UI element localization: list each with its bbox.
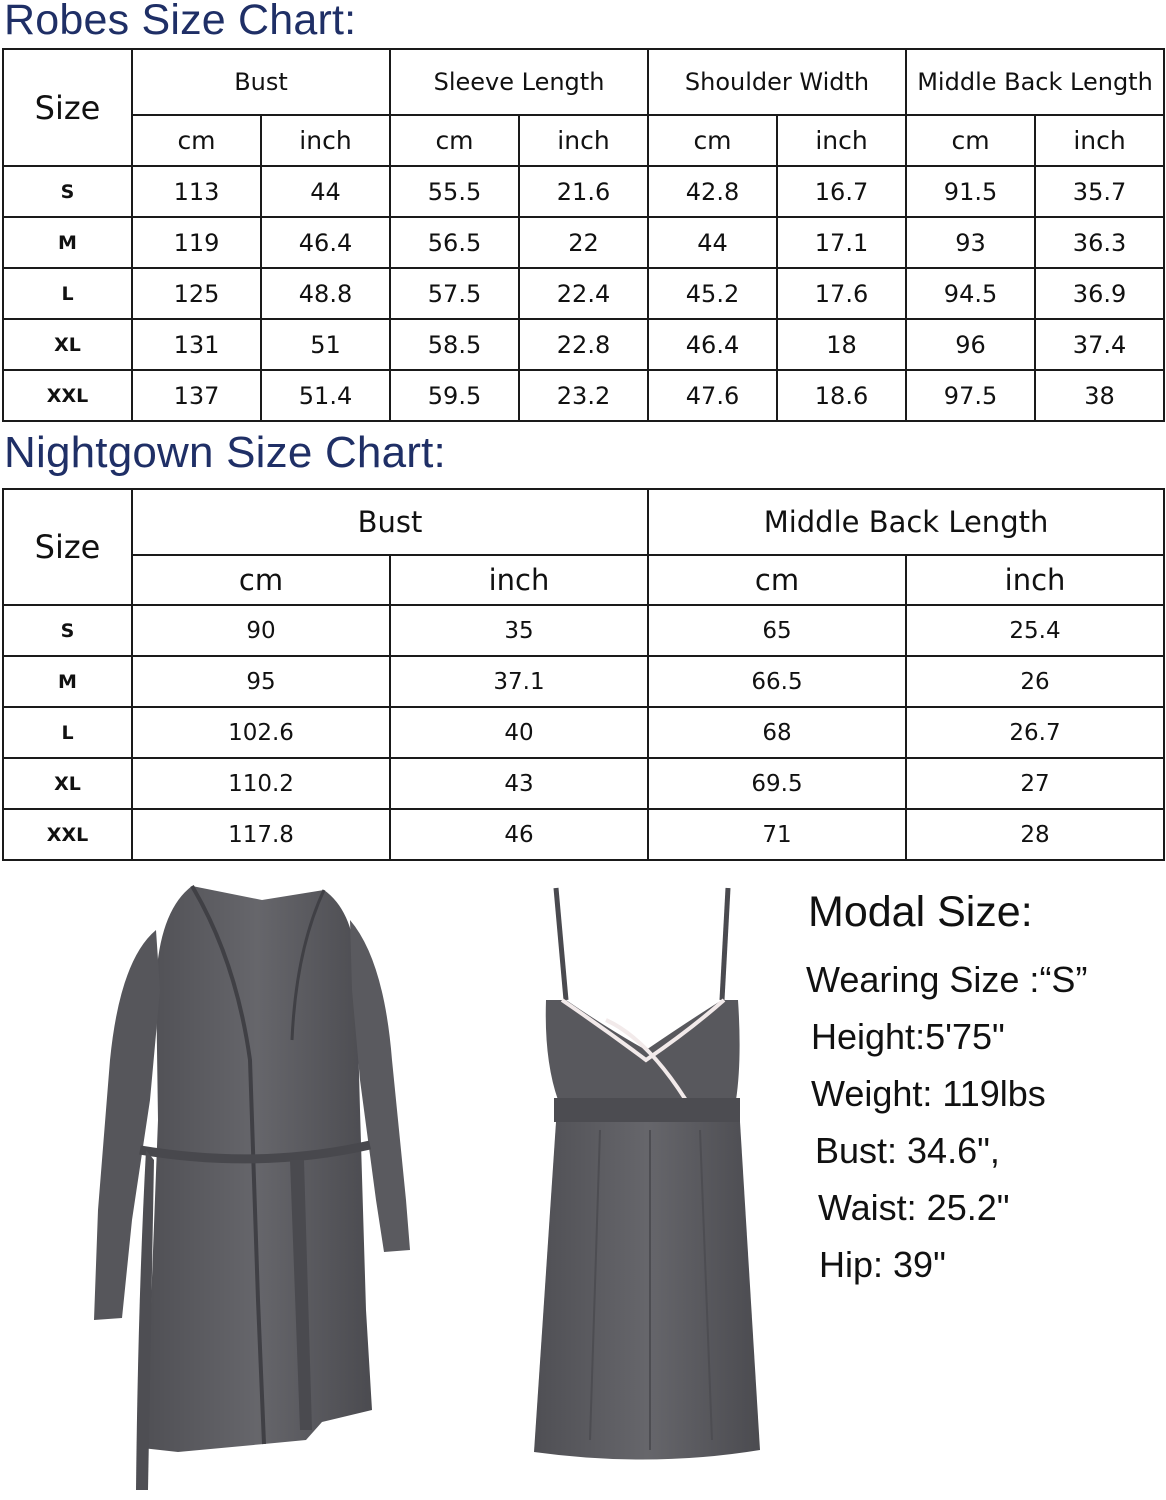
table-row — [3, 656, 1164, 707]
table-cell: 71 — [648, 809, 906, 860]
table-cell: 23.2 — [519, 370, 648, 421]
bust-header: Bust — [132, 49, 390, 115]
unit-header: inch — [390, 555, 648, 605]
table-cell: 93 — [906, 217, 1035, 268]
size-label: L — [3, 707, 132, 758]
table-cell: 69.5 — [648, 758, 906, 809]
model-bust: Bust: 34.6", — [815, 1130, 1000, 1171]
unit-header: inch — [777, 115, 906, 166]
table-cell: 16.7 — [777, 166, 906, 217]
size-label: M — [3, 656, 132, 707]
table-row — [3, 605, 1164, 656]
unit-header: cm — [390, 115, 519, 166]
table-cell: 37.1 — [390, 656, 648, 707]
model-waist: Waist: 25.2" — [818, 1187, 1010, 1228]
table-cell: 125 — [132, 268, 261, 319]
table-cell: 37.4 — [1035, 319, 1164, 370]
table-cell: 56.5 — [390, 217, 519, 268]
table-cell: 36.3 — [1035, 217, 1164, 268]
table-cell: 45.2 — [648, 268, 777, 319]
product-photos — [0, 870, 800, 1500]
table-cell: 46.4 — [261, 217, 390, 268]
nightgown-header-row — [3, 489, 1164, 555]
table-row — [3, 809, 1164, 860]
unit-header: inch — [906, 555, 1164, 605]
table-cell: 43 — [390, 758, 648, 809]
middle-back-length-header: Middle Back Length — [906, 49, 1164, 115]
table-cell: 91.5 — [906, 166, 1035, 217]
table-cell: 51 — [261, 319, 390, 370]
table-cell: 35.7 — [1035, 166, 1164, 217]
table-cell: 65 — [648, 605, 906, 656]
size-label: XL — [3, 319, 132, 370]
robes-header-row — [3, 49, 1164, 115]
robes-unit-row — [3, 115, 1164, 166]
model-weight: Weight: 119lbs — [811, 1073, 1046, 1114]
table-cell: 68 — [648, 707, 906, 758]
table-cell: 131 — [132, 319, 261, 370]
size-header: Size — [3, 49, 132, 166]
table-row — [3, 268, 1164, 319]
table-cell: 36.9 — [1035, 268, 1164, 319]
table-cell: 17.6 — [777, 268, 906, 319]
sleeve-length-header: Sleeve Length — [390, 49, 648, 115]
table-cell: 38 — [1035, 370, 1164, 421]
table-row — [3, 758, 1164, 809]
robe-image — [94, 886, 410, 1490]
table-cell: 95 — [132, 656, 390, 707]
size-label: XL — [3, 758, 132, 809]
middle-back-length-header: Middle Back Length — [648, 489, 1164, 555]
table-cell: 17.1 — [777, 217, 906, 268]
model-wearing-size: Wearing Size :“S” — [806, 959, 1088, 1000]
table-cell: 66.5 — [648, 656, 906, 707]
table-cell: 94.5 — [906, 268, 1035, 319]
robes-chart-title: Robes Size Chart: — [4, 0, 357, 44]
size-label: S — [3, 605, 132, 656]
robes-size-table — [2, 48, 1165, 422]
unit-header: cm — [132, 115, 261, 166]
unit-header: cm — [132, 555, 390, 605]
table-cell: 42.8 — [648, 166, 777, 217]
unit-header: cm — [648, 555, 906, 605]
bust-header: Bust — [132, 489, 648, 555]
table-row — [3, 166, 1164, 217]
unit-header: inch — [519, 115, 648, 166]
table-cell: 55.5 — [390, 166, 519, 217]
table-cell: 57.5 — [390, 268, 519, 319]
table-cell: 117.8 — [132, 809, 390, 860]
table-cell: 97.5 — [906, 370, 1035, 421]
nightgown-image — [534, 888, 760, 1460]
table-cell: 25.4 — [906, 605, 1164, 656]
table-cell: 26.7 — [906, 707, 1164, 758]
table-cell: 18 — [777, 319, 906, 370]
nightgown-chart-title: Nightgown Size Chart: — [4, 428, 446, 477]
table-cell: 22.4 — [519, 268, 648, 319]
unit-header: inch — [261, 115, 390, 166]
model-height: Height:5'75" — [811, 1016, 1005, 1057]
size-label: XXL — [3, 809, 132, 860]
table-cell: 137 — [132, 370, 261, 421]
table-row — [3, 707, 1164, 758]
table-cell: 27 — [906, 758, 1164, 809]
table-cell: 22 — [519, 217, 648, 268]
size-header: Size — [3, 489, 132, 605]
table-cell: 26 — [906, 656, 1164, 707]
nightgown-size-table — [2, 488, 1165, 861]
unit-header: inch — [1035, 115, 1164, 166]
table-cell: 110.2 — [132, 758, 390, 809]
table-cell: 113 — [132, 166, 261, 217]
size-label: L — [3, 268, 132, 319]
size-label: S — [3, 166, 132, 217]
table-cell: 28 — [906, 809, 1164, 860]
table-cell: 40 — [390, 707, 648, 758]
table-cell: 44 — [261, 166, 390, 217]
table-cell: 21.6 — [519, 166, 648, 217]
table-cell: 58.5 — [390, 319, 519, 370]
table-cell: 22.8 — [519, 319, 648, 370]
table-cell: 102.6 — [132, 707, 390, 758]
table-cell: 44 — [648, 217, 777, 268]
table-cell: 18.6 — [777, 370, 906, 421]
table-cell: 35 — [390, 605, 648, 656]
model-size-info — [806, 888, 1161, 1293]
table-cell: 59.5 — [390, 370, 519, 421]
unit-header: cm — [906, 115, 1035, 166]
table-cell: 48.8 — [261, 268, 390, 319]
size-label: M — [3, 217, 132, 268]
table-cell: 46 — [390, 809, 648, 860]
nightgown-unit-row — [3, 555, 1164, 605]
shoulder-width-header: Shoulder Width — [648, 49, 906, 115]
table-row — [3, 217, 1164, 268]
table-row — [3, 370, 1164, 421]
table-cell: 96 — [906, 319, 1035, 370]
model-size-title: Modal Size: — [808, 888, 1033, 936]
table-cell: 46.4 — [648, 319, 777, 370]
table-cell: 47.6 — [648, 370, 777, 421]
model-hip: Hip: 39" — [819, 1244, 946, 1285]
table-cell: 119 — [132, 217, 261, 268]
unit-header: cm — [648, 115, 777, 166]
table-cell: 51.4 — [261, 370, 390, 421]
size-label: XXL — [3, 370, 132, 421]
table-row — [3, 319, 1164, 370]
table-cell: 90 — [132, 605, 390, 656]
